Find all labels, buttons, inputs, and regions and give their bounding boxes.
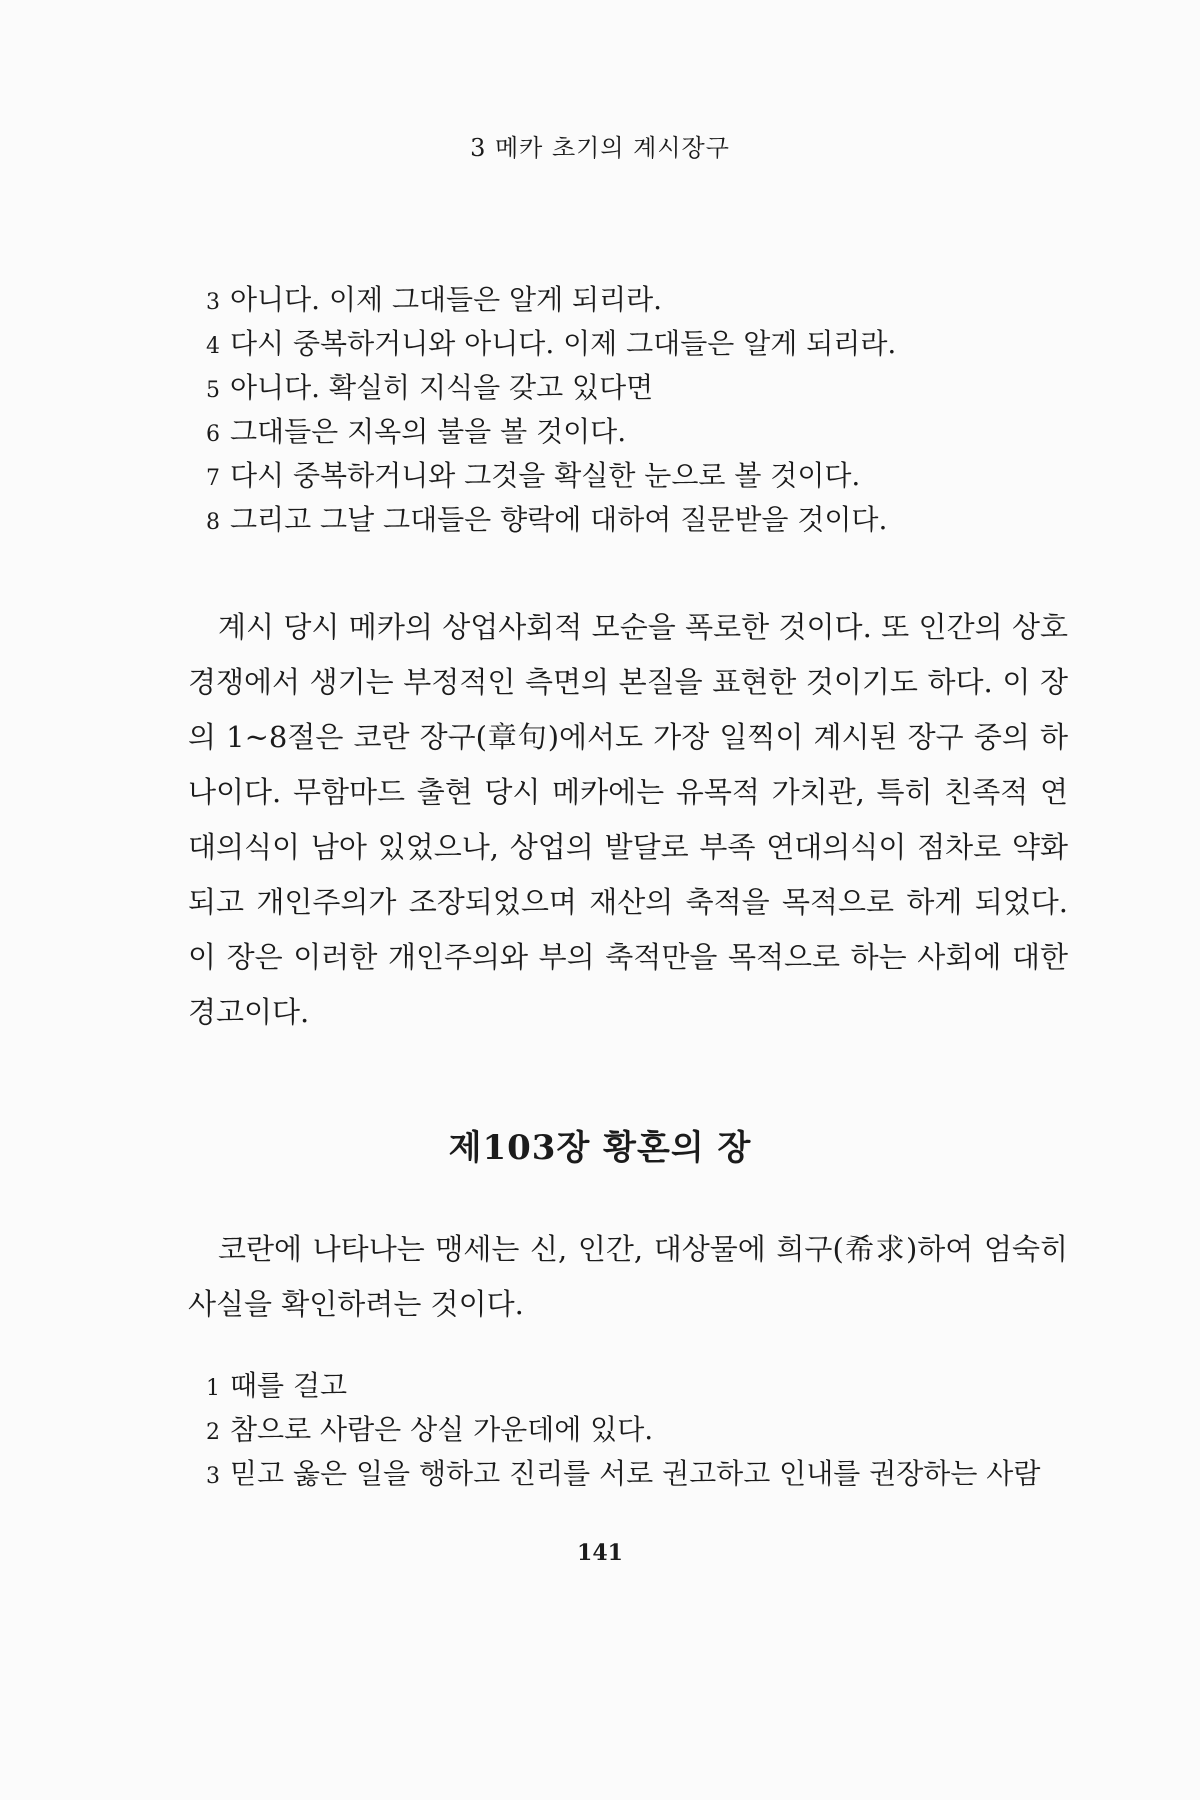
verse-number: 4 <box>206 334 220 359</box>
verse-text: 참으로 사람은 상실 가운데에 있다. <box>230 1413 654 1446</box>
verse-line <box>206 498 1086 542</box>
verse-text: 그리고 그날 그대들은 향락에 대하여 질문받을 것이다. <box>230 503 888 536</box>
verse-text: 다시 중복하거니와 아니다. 이제 그대들은 알게 되리라. <box>230 327 897 360</box>
verse-number: 8 <box>206 510 220 535</box>
verse-text: 때를 걸고 <box>230 1369 348 1402</box>
verse-line <box>206 410 1086 454</box>
verse-line <box>206 322 1086 366</box>
verse-list-bottom <box>206 1364 1086 1496</box>
verse-number: 6 <box>206 422 220 447</box>
verse-number: 7 <box>206 466 220 491</box>
verse-line <box>206 366 1086 410</box>
verse-line <box>206 1452 1086 1496</box>
chapter-title: 제103장 황혼의 장 <box>448 1128 752 1168</box>
commentary-paragraph: 계시 당시 메카의 상업사회적 모순을 폭로한 것이다. 또 인간의 상호 경쟁에서 생기는 부정적인 측면의 본질을 표현한 것이기도 하다. 이 장의 1~8절은 코란 장구(章句)에서도 가장 일찍이 계시된 장구 중의 하나이다. 무함마드 출현 당시 메카에는 유목적 가치관, 특히 친족적 연대의식이 남아 있었으나, 상업의 발달로 부족 연대의식이 점차로 약화되고 개인주의가 조장되었으며 재산의 축적을 목적으로 하게 되었다. 이 장은 이러한 개인주의와 부의 축적만을 목적으로 하는 사회에 대한 경고이다. <box>188 610 1068 1029</box>
verse-number: 2 <box>206 1420 220 1445</box>
verse-list-top <box>206 278 1086 542</box>
verse-line <box>206 1408 1086 1452</box>
verse-number: 3 <box>206 290 220 315</box>
verse-number: 1 <box>206 1376 220 1401</box>
page-number: 141 <box>577 1540 623 1566</box>
running-header: 3 메카 초기의 계시장구 <box>470 134 730 162</box>
verse-text: 믿고 옳은 일을 행하고 진리를 서로 권고하고 인내를 권장하는 사람 <box>230 1457 1041 1490</box>
verse-text: 아니다. 이제 그대들은 알게 되리라. <box>230 283 663 316</box>
verse-text: 아니다. 확실히 지식을 갖고 있다면 <box>230 371 654 404</box>
verse-text: 다시 중복하거니와 그것을 확실한 눈으로 볼 것이다. <box>230 459 861 492</box>
verse-number: 3 <box>206 1464 220 1489</box>
verse-line <box>206 1364 1086 1408</box>
verse-text: 그대들은 지옥의 불을 볼 것이다. <box>230 415 627 448</box>
verse-line <box>206 454 1086 498</box>
chapter-intro-paragraph: 코란에 나타나는 맹세는 신, 인간, 대상물에 희구(希求)하여 엄숙히 사실을 확인하려는 것이다. <box>188 1232 1068 1321</box>
verse-line <box>206 278 1086 322</box>
verse-number: 5 <box>206 378 220 403</box>
